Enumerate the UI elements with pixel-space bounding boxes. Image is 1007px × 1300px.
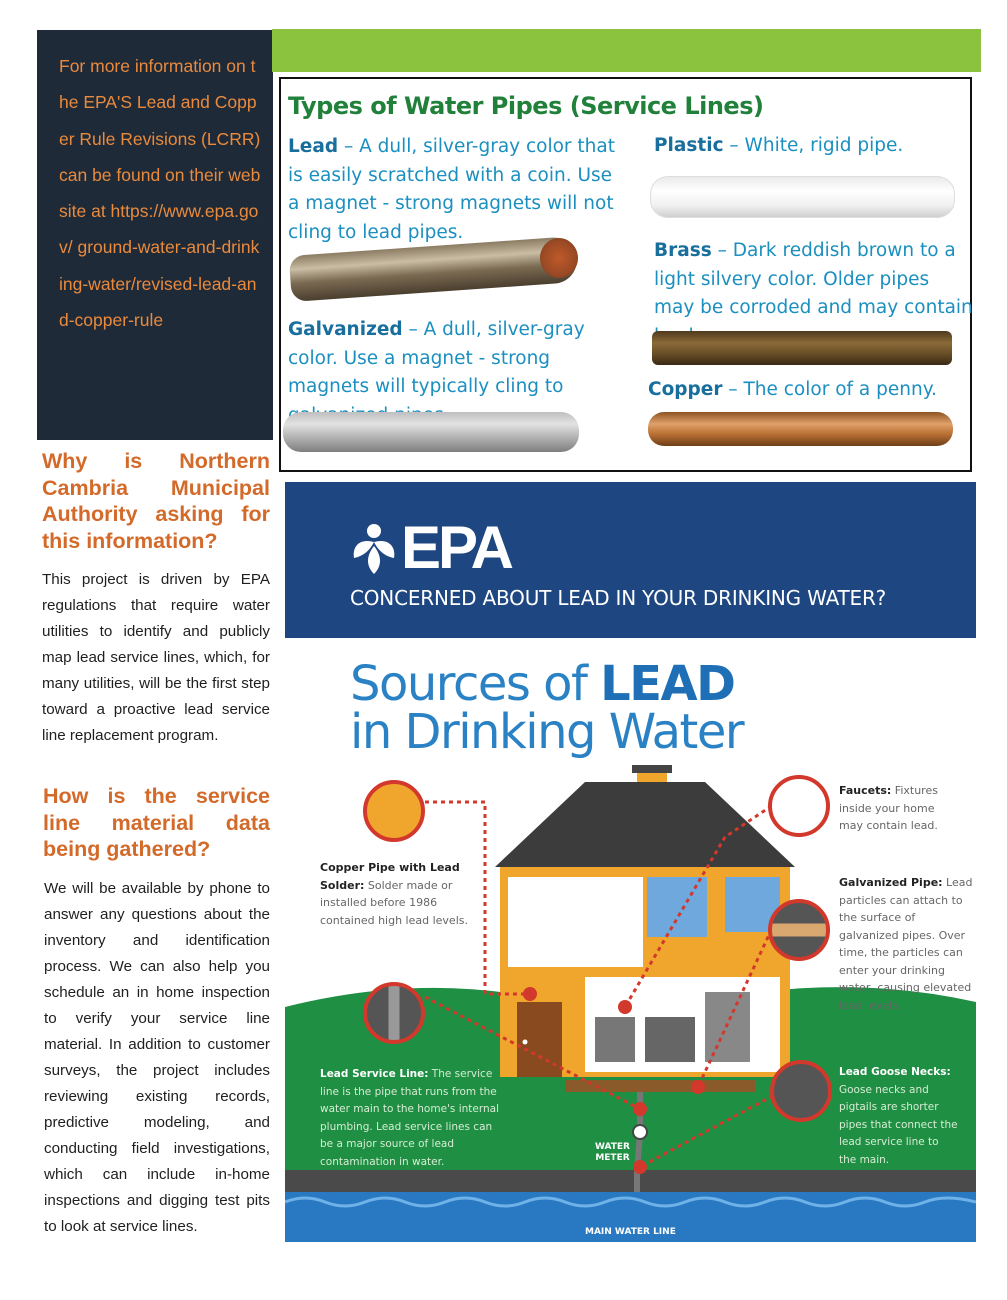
wave-divider xyxy=(285,612,976,652)
goose-neck-label xyxy=(839,1064,959,1169)
copper-solder-label xyxy=(320,859,480,929)
goose-neck-label-text: Goose necks and pigtails are shorter pipes that connect the lead service line to the main. xyxy=(839,1083,958,1166)
galvanized-circle-icon xyxy=(768,899,830,961)
galvanized-pipe-name: Galvanized xyxy=(288,319,403,340)
sources-title-part1: Sources of xyxy=(350,656,601,712)
sources-title xyxy=(350,656,744,760)
brass-pipe-name: Brass xyxy=(654,240,712,261)
copper-solder-circle-icon xyxy=(363,780,425,842)
goose-neck-label-bold: Lead Goose Necks: xyxy=(839,1066,951,1078)
brass-pipe-image xyxy=(652,331,952,365)
lead-pipe-text: – A dull, silver-gray color that is easily scratched with a coin. Use a magnet - strong magnets will not cling to lead pipes. xyxy=(288,136,615,243)
copper-solder-label-bold: Copper Pipe with Lead Solder: xyxy=(320,861,460,892)
galvanized-pipe-text: – A dull, silver-gray color. Use a magnet - strong magnets will typically cling to xyxy=(288,319,585,397)
sources-title-lead: LEAD xyxy=(600,656,735,712)
info-text: For more information on the EPA'S Lead and Copper Rule Revisions (LCRR) can be found on their website at https://www.epa.gov/ ground-water-and-drinking-water/revised-lead-and-copper-rule xyxy=(59,56,261,331)
plastic-pipe-description xyxy=(654,132,974,161)
galvanized-label-bold: Galvanized Pipe: xyxy=(839,876,943,889)
project-driver-paragraph: This project is driven by EPA regulations that require water utilities to identify and publicly map lead service lines, which, for many utilities, will be the first step toward a proactive lead service line replacement program. xyxy=(42,571,270,744)
faucet-circle-icon xyxy=(768,775,830,837)
copper-pipe-name: Copper xyxy=(648,379,723,400)
galvanized-pipe-image xyxy=(283,412,579,452)
pipe-types-title: Types of Water Pipes (Service Lines) xyxy=(288,92,764,120)
plastic-pipe-image xyxy=(650,176,955,218)
epa-concern-text: CONCERNED ABOUT LEAD IN YOUR DRINKING WATER? xyxy=(350,586,887,610)
galvanized-label xyxy=(839,874,974,1014)
service-line-label-bold: Lead Service Line: xyxy=(320,1068,429,1080)
main-water-line-label: MAIN WATER LINE xyxy=(585,1227,676,1237)
copper-pipe-description xyxy=(648,376,968,405)
water-meter-label: WATER METER xyxy=(594,1142,630,1163)
question-how-heading: How is the service line material data being gathered? xyxy=(43,784,270,861)
lead-pipe-name: Lead xyxy=(288,136,339,157)
plastic-pipe-text: – White, rigid pipe. xyxy=(723,135,904,156)
faucets-label xyxy=(839,782,949,835)
service-line-label xyxy=(320,1066,500,1171)
copper-pipe-text: – The color of a penny. xyxy=(722,379,937,400)
plastic-pipe-name: Plastic xyxy=(654,135,724,156)
brass-pipe-text: – Dark reddish brown to a light silvery color. Older pipes may be corroded and may contain xyxy=(654,240,973,318)
epa-infographic xyxy=(285,482,976,1250)
goose-neck-circle-icon xyxy=(770,1060,832,1122)
data-gathering-paragraph: We will be available by phone to answer any questions about the inventory and identification process. We can also help you schedule an in home inspection to verify your service line material. In addition to customer surveys, the project includes reviewing existing records, predictive modeling, and conducting field investigations, which can include in-home inspections and digging test pits to look at service lines. xyxy=(44,880,270,1235)
question-why-heading: Why is Northern Cambria Municipal Authority asking for this information? xyxy=(42,449,270,553)
lead-pipe-description xyxy=(288,133,628,247)
green-header-bar xyxy=(272,29,981,72)
info-box xyxy=(37,30,273,440)
sources-title-part2: in Drinking Water xyxy=(350,704,744,760)
galvanized-label-text: Lead particles can attach to the surface of galvanized pipes. Over time, the particles can enter your drinking water, causing elevated lead levels. xyxy=(839,876,973,1012)
faucets-label-text: Fixtures inside your home may contain lead. xyxy=(839,784,938,832)
copper-solder-label-text: Solder made or installed before 1986 contained high lead levels. xyxy=(320,878,468,927)
epa-logo-text: EPA xyxy=(401,514,511,581)
service-line-label-text: The service line is the pipe that runs from the water main to the home's internal plumbing. Lead service lines can be a major source of lead contamination in water. xyxy=(320,1068,500,1168)
faucets-label-bold: Faucets: xyxy=(839,784,892,797)
epa-flower-icon xyxy=(350,522,398,576)
copper-pipe-image xyxy=(648,412,953,446)
service-line-circle-icon xyxy=(363,982,425,1044)
